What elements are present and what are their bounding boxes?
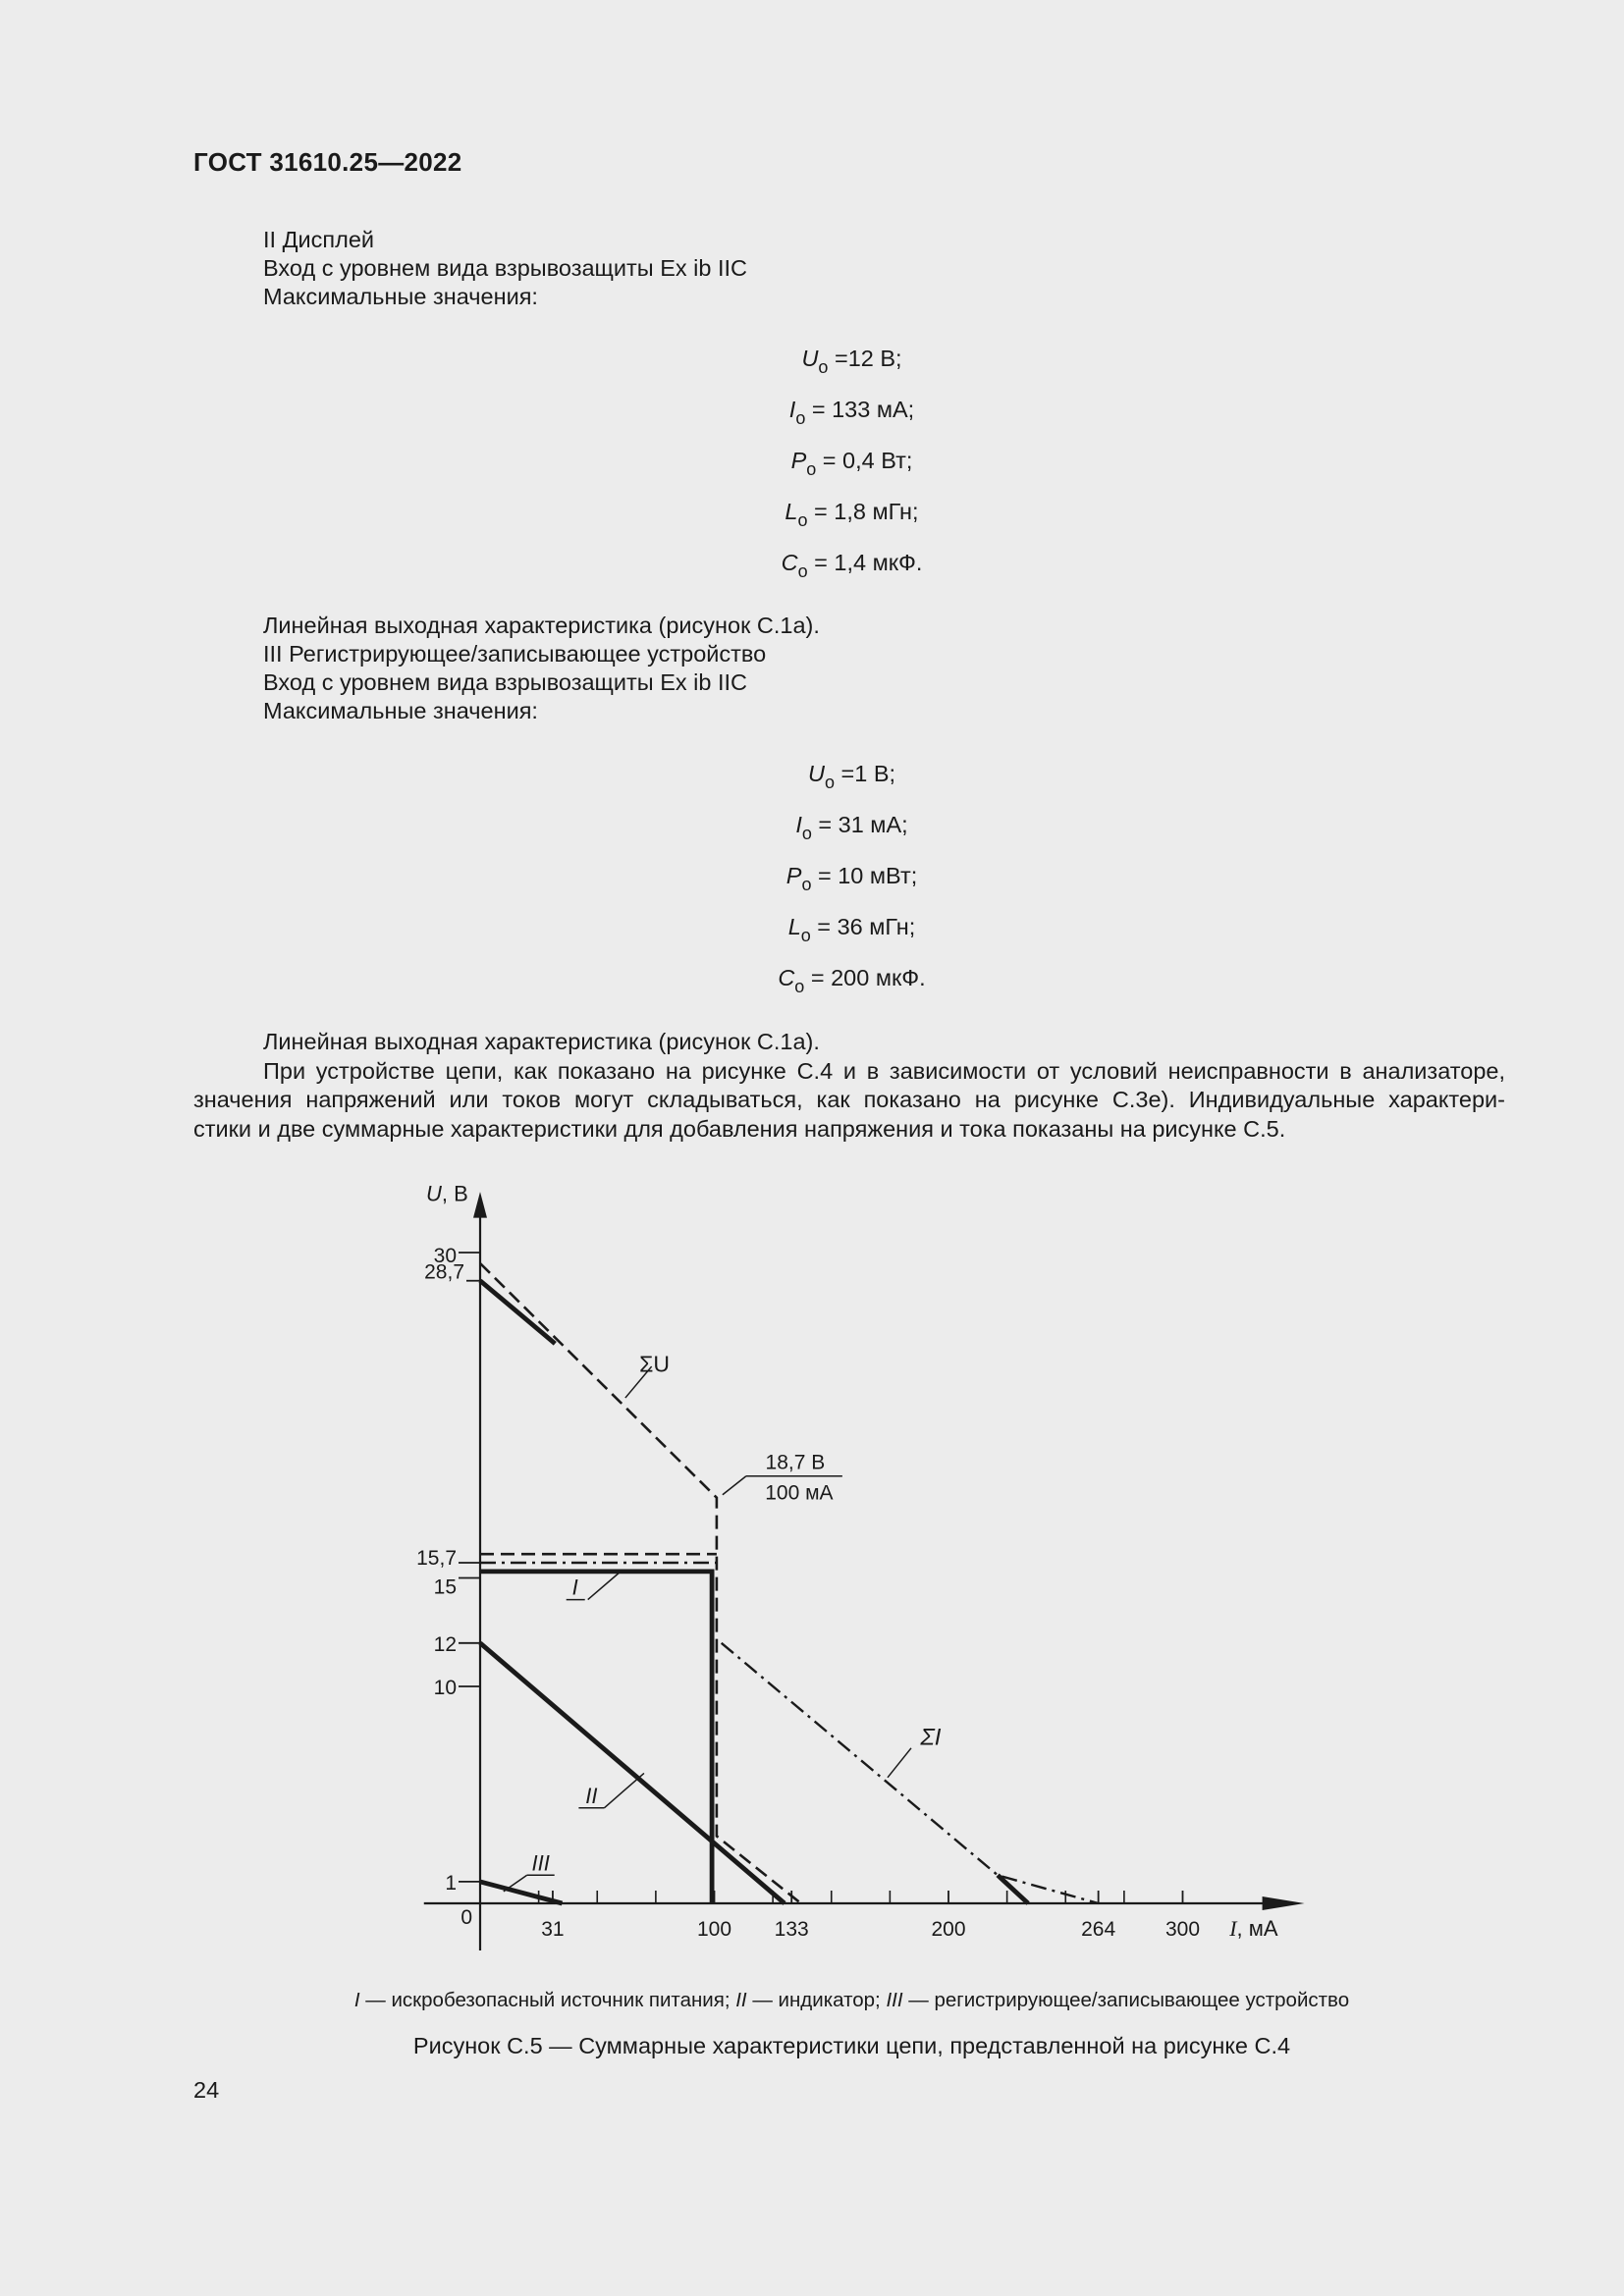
x-tick-label: 200	[931, 1918, 966, 1941]
text-line: Вход с уровнем вида взрывозащиты Ex ib IIC	[263, 255, 748, 281]
formula-line: $C_o = 200$ мкФ.	[778, 965, 926, 996]
figure-legend: I — искробезопасный источник питания; II — индикатор; III — регистрирующее/записывающее устройство	[353, 1989, 1350, 2011]
figure-caption: Рисунок С.5 — Суммарные характеристики цепи, представленной на рисунке С.4	[412, 2033, 1291, 2058]
x-tick-label: 300	[1164, 1918, 1201, 1941]
sumU-label: ΣU	[639, 1351, 671, 1377]
y-tick-label: 15,7	[416, 1547, 457, 1571]
x-axis-arrow	[1263, 1896, 1305, 1910]
text-line: Линейная выходная характеристика (рисунок С.1а).	[263, 613, 820, 638]
page-number: 24	[193, 2077, 220, 2103]
x-axis-label: I, мА	[1229, 1916, 1278, 1941]
standard-header: ГОСТ 31610.25—2022	[193, 147, 462, 177]
text-line: Максимальные значения:	[263, 698, 538, 723]
series-line-II	[480, 1643, 785, 1903]
peak-current-label: 100 мА	[765, 1481, 834, 1505]
y-tick-label: 12	[433, 1632, 457, 1656]
series-line-part-3	[480, 1281, 555, 1344]
curve-II-leader	[604, 1773, 644, 1807]
x-tick-label: 31	[541, 1918, 565, 1941]
sumI-leader	[888, 1748, 911, 1778]
curve-I-label: I	[571, 1575, 578, 1600]
formula-line: $C_o = 1,4$ мкФ.	[781, 550, 923, 581]
curve-III-label: III	[531, 1850, 550, 1876]
series-line-III	[480, 1882, 563, 1903]
y-tick-label: 30	[433, 1245, 457, 1267]
peak-leader	[723, 1476, 746, 1495]
y-axis-label: U, В	[426, 1181, 468, 1206]
formula-line: $L_o = 1,8$ мГн;	[785, 499, 919, 530]
section-heading: II Дисплей	[263, 227, 375, 252]
y-tick-label: 28,7	[424, 1260, 464, 1284]
series-line-I	[480, 1572, 712, 1903]
y-tick-label: 10	[433, 1677, 457, 1699]
curve-I-leader	[588, 1572, 621, 1600]
formula-line: $U_o =1$ В;	[807, 761, 896, 792]
formula-line: $P_o = 0,4$ Вт;	[790, 448, 913, 479]
text-line: стики и две суммарные характеристики для добавления напряжения и тока показаны на рисунке С.5.	[193, 1115, 1286, 1142]
y-tick-label: 0	[460, 1906, 472, 1929]
formula-line: $L_o = 36$ мГн;	[787, 914, 916, 945]
text-line: При устройстве цепи, как показано на рисунке С.4 и в зависимости от условий неисправности в анализаторе,	[263, 1057, 1505, 1084]
x-tick-label: 100	[696, 1918, 732, 1941]
curve-II-label: II	[585, 1783, 598, 1808]
sumI-label: ΣI	[920, 1724, 942, 1751]
x-tick-label: 264	[1081, 1918, 1116, 1941]
formula-line: $U_o =12$ В;	[801, 346, 902, 377]
text-line: Вход с уровнем вида взрывозащиты Ex ib IIC	[263, 669, 748, 695]
peak-voltage-label: 18,7 В	[765, 1451, 826, 1474]
text-line: Линейная выходная характеристика (рисунок С.1а).	[263, 1029, 820, 1054]
formula-line: $I_o = 133$ мА;	[788, 397, 915, 428]
y-axis-arrow	[473, 1192, 487, 1218]
series-line-part-8	[722, 1643, 1099, 1903]
section-heading: III Регистрирующее/записывающее устройство	[263, 641, 767, 667]
text-line: Максимальные значения:	[263, 284, 538, 309]
x-tick-label: 133	[774, 1918, 809, 1941]
y-tick-label: 1	[445, 1871, 457, 1895]
formula-line: $I_o = 31$ мА;	[795, 812, 908, 843]
formula-line: $P_o = 10$ мВт;	[785, 863, 918, 894]
text-line: значения напряжений или токов могут складываться, как показано на рисунке С.3е). Индивидуальные характери-	[193, 1087, 1505, 1112]
y-tick-label: 15	[433, 1575, 457, 1599]
